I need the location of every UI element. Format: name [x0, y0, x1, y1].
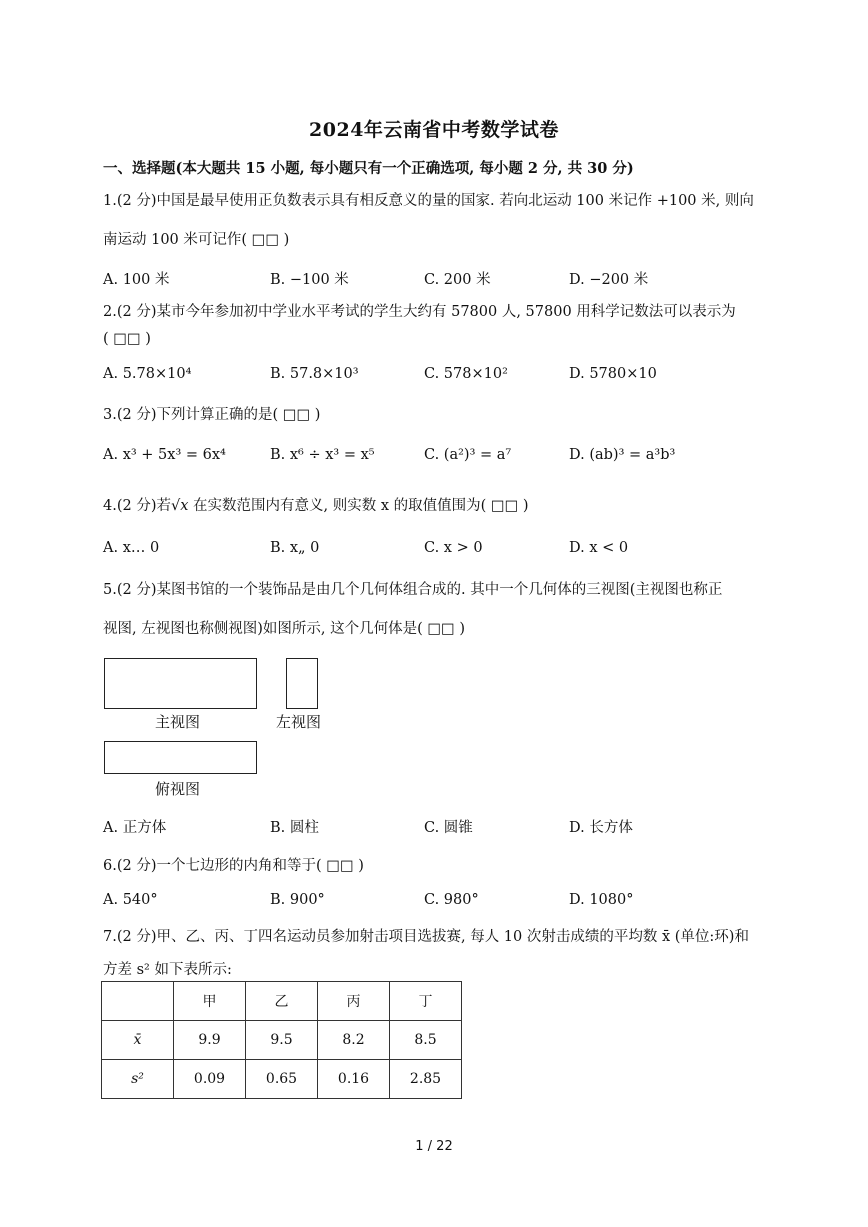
- table-cell: 0.09: [174, 1060, 246, 1099]
- table-cell: 2.85: [390, 1060, 462, 1099]
- left-view-rectangle: [286, 658, 318, 709]
- top-view-rectangle: [104, 741, 257, 774]
- question-3-option-a[interactable]: A. x³ + 5x³ = 6x⁴: [103, 447, 226, 463]
- question-4-prefix: 4.(2 分)若: [103, 498, 171, 514]
- table-header-cell: 丁: [390, 982, 462, 1021]
- front-view-label: 主视图: [155, 713, 201, 731]
- table-header-cell: [102, 982, 174, 1021]
- table-row-label: x̄: [102, 1021, 174, 1060]
- table-cell: 8.5: [390, 1021, 462, 1060]
- question-1-option-d[interactable]: D. −200 米: [569, 272, 649, 288]
- question-6-option-b[interactable]: B. 900°: [270, 892, 325, 908]
- question-3-line-1: 3.(2 分)下列计算正确的是( □□ ): [103, 407, 321, 423]
- question-6-option-d[interactable]: D. 1080°: [569, 892, 634, 908]
- table-header-cell: 丙: [318, 982, 390, 1021]
- question-2-option-b[interactable]: B. 57.8×10³: [270, 366, 359, 382]
- question-2-line-2: ( □□ ): [103, 331, 151, 347]
- question-6-option-c[interactable]: C. 980°: [424, 892, 479, 908]
- question-5-option-a[interactable]: A. 正方体: [103, 820, 167, 836]
- table-header-row: [102, 982, 462, 1021]
- radical-expression: √x: [170, 498, 189, 514]
- question-1-line-2: 南运动 100 米可记作( □□ ): [103, 232, 290, 248]
- question-2-line-1: 2.(2 分)某市今年参加初中学业水平考试的学生大约有 57800 人, 57800 用科学记数法可以表示为: [103, 304, 736, 320]
- question-7-line-1: 7.(2 分)甲、乙、丙、丁四名运动员参加射击项目选拔赛, 每人 10 次射击成绩的平均数 x̄ (单位:环)和: [103, 929, 749, 945]
- question-5-option-d[interactable]: D. 长方体: [569, 820, 633, 836]
- top-view-label: 俯视图: [155, 780, 201, 798]
- table-cell: 8.2: [318, 1021, 390, 1060]
- question-1-option-b[interactable]: B. −100 米: [270, 272, 349, 288]
- section-heading: 一、选择题(本大题共 15 小题, 每小题只有一个正确选项, 每小题 2 分, 共 30 分): [103, 160, 634, 177]
- table-row: [102, 1060, 462, 1099]
- question-4-option-c[interactable]: C. x > 0: [424, 540, 483, 556]
- question-2-option-c[interactable]: C. 578×10²: [424, 366, 508, 382]
- table-row-label: s²: [102, 1060, 174, 1099]
- question-5-option-c[interactable]: C. 圆锥: [424, 820, 473, 836]
- question-4-option-b[interactable]: B. x„ 0: [270, 540, 320, 556]
- front-view-rectangle: [104, 658, 257, 709]
- question-1-option-c[interactable]: C. 200 米: [424, 272, 491, 288]
- question-1-line-1: 1.(2 分)中国是最早使用正负数表示具有相反意义的量的国家. 若向北运动 100 米记作 +100 米, 则向: [103, 193, 754, 209]
- question-3-option-c[interactable]: C. (a²)³ = a⁷: [424, 447, 512, 463]
- question-6-line-1: 6.(2 分)一个七边形的内角和等于( □□ ): [103, 858, 364, 874]
- question-2-option-a[interactable]: A. 5.78×10⁴: [103, 366, 192, 382]
- question-3-option-d[interactable]: D. (ab)³ = a³b³: [569, 447, 676, 463]
- question-2-option-d[interactable]: D. 5780×10: [569, 366, 657, 382]
- table-cell: 9.5: [246, 1021, 318, 1060]
- question-5-line-1: 5.(2 分)某图书馆的一个装饰品是由几个几何体组合成的. 其中一个几何体的三视图(主视图也称正: [103, 582, 723, 598]
- page-number: 1 / 22: [415, 1139, 453, 1154]
- question-5-option-b[interactable]: B. 圆柱: [270, 820, 319, 836]
- question-4-line-1: [103, 494, 529, 515]
- table-header-cell: 甲: [174, 982, 246, 1021]
- table-cell: 0.65: [246, 1060, 318, 1099]
- question-4-option-d[interactable]: D. x < 0: [569, 540, 629, 556]
- page-title: 2024年云南省中考数学试卷: [309, 119, 559, 141]
- question-3-option-b[interactable]: B. x⁶ ÷ x³ = x⁵: [270, 447, 375, 463]
- left-view-label: 左视图: [276, 713, 322, 731]
- table-header-cell: 乙: [246, 982, 318, 1021]
- table-row: [102, 1021, 462, 1060]
- question-5-line-2: 视图, 左视图也称侧视图)如图所示, 这个几何体是( □□ ): [103, 621, 466, 637]
- table-cell: 9.9: [174, 1021, 246, 1060]
- question-4-option-a[interactable]: A. x… 0: [103, 540, 160, 556]
- question-6-option-a[interactable]: A. 540°: [103, 892, 158, 908]
- statistics-table: [101, 981, 462, 1099]
- question-7-line-2: 方差 s² 如下表所示:: [103, 962, 232, 978]
- table-cell: 0.16: [318, 1060, 390, 1099]
- question-4-suffix: 在实数范围内有意义, 则实数 x 的取值值围为( □□ ): [188, 498, 529, 514]
- question-1-option-a[interactable]: A. 100 米: [103, 272, 170, 288]
